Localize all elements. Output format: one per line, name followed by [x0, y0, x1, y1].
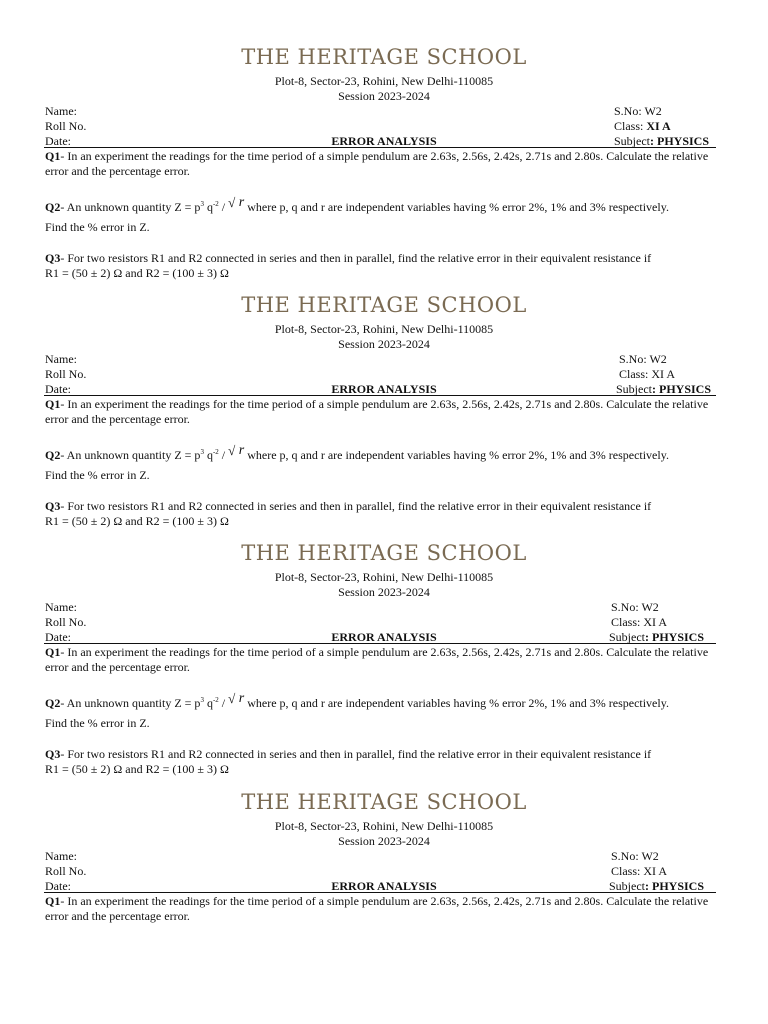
session-line: Session 2023-2024	[338, 89, 430, 103]
school-name: THE HERITAGE SCHOOL	[241, 790, 527, 814]
date-label: Date:	[45, 134, 71, 148]
school-name: THE HERITAGE SCHOOL	[241, 541, 527, 565]
date-label: Date:	[45, 630, 71, 644]
question-3: Q3- For two resistors R1 and R2 connected in series and then in parallel, find the relative error in their equivalent resistance if	[45, 251, 652, 265]
school-address: Plot-8, Sector-23, Rohini, New Delhi-110085	[274, 74, 494, 88]
sno-label: S.No: W2	[611, 849, 659, 863]
question-2-line-2: Find the % error in Z.	[45, 468, 150, 482]
class-label: Class: XI A	[614, 119, 671, 133]
school-address: Plot-8, Sector-23, Rohini, New Delhi-110085	[274, 819, 494, 833]
roll-label: Roll No.	[45, 615, 87, 629]
sheet-title: ERROR ANALYSIS	[331, 879, 437, 893]
school-name: THE HERITAGE SCHOOL	[241, 45, 527, 69]
class-label: Class: XI A	[611, 864, 668, 878]
question-1: Q1- In an experiment the readings for the time period of a simple pendulum are 2.63s, 2.56s, 2.42s, 2.71s and 2.80s. Calculate the relative error and the percentage error.	[45, 894, 709, 923]
header-rule	[44, 643, 716, 644]
question-3-line-2: R1 = (50 ± 2) Ω and R2 = (100 ± 3) Ω	[45, 266, 229, 280]
worksheet-block-4	[0, 790, 768, 930]
question-2: Q2- An unknown quantity $Z = p^3$ $q^{-2}$ / √ r where p, q and r are independent variables having % error 2%, 1% and 3% respectively.	[45, 195, 669, 214]
question-3-line-2: R1 = (50 ± 2) Ω and R2 = (100 ± 3) Ω	[45, 514, 229, 528]
name-label: Name:	[45, 352, 77, 366]
question-1: Q1- In an experiment the readings for the time period of a simple pendulum are 2.63s, 2.56s, 2.42s, 2.71s and 2.80s. Calculate the relative error and the percentage error.	[45, 645, 709, 674]
worksheet-block-2	[0, 293, 768, 541]
sno-label: S.No: W2	[619, 352, 667, 366]
class-label: Class: XI A	[619, 367, 676, 381]
question-2: Q2- An unknown quantity $Z = p^3$ $q^{-2}$ / √ r where p, q and r are independent variables having % error 2%, 1% and 3% respectively.	[45, 443, 669, 462]
question-2-line-2: Find the % error in Z.	[45, 716, 150, 730]
header-rule	[44, 892, 716, 893]
date-label: Date:	[45, 879, 71, 893]
school-name: THE HERITAGE SCHOOL	[241, 293, 527, 317]
sno-label: S.No: W2	[614, 104, 662, 118]
question-2-line-2: Find the % error in Z.	[45, 220, 150, 234]
subject-label: Subject: PHYSICS	[616, 382, 712, 396]
header-rule	[44, 395, 716, 396]
name-label: Name:	[45, 600, 77, 614]
question-2: Q2- An unknown quantity $Z = p^3$ $q^{-2}$ / √ r where p, q and r are independent variables having % error 2%, 1% and 3% respectively.	[45, 691, 669, 710]
class-label: Class: XI A	[611, 615, 668, 629]
subject-label: Subject: PHYSICS	[609, 879, 705, 893]
subject-label: Subject: PHYSICS	[614, 134, 710, 148]
worksheet-block-1	[0, 45, 768, 293]
question-3: Q3- For two resistors R1 and R2 connected in series and then in parallel, find the relative error in their equivalent resistance if	[45, 747, 652, 761]
session-line: Session 2023-2024	[338, 585, 430, 599]
sno-label: S.No: W2	[611, 600, 659, 614]
roll-label: Roll No.	[45, 864, 87, 878]
question-3-line-2: R1 = (50 ± 2) Ω and R2 = (100 ± 3) Ω	[45, 762, 229, 776]
roll-label: Roll No.	[45, 367, 87, 381]
question-3: Q3- For two resistors R1 and R2 connected in series and then in parallel, find the relative error in their equivalent resistance if	[45, 499, 652, 513]
subject-label: Subject: PHYSICS	[609, 630, 705, 644]
name-label: Name:	[45, 849, 77, 863]
session-line: Session 2023-2024	[338, 834, 430, 848]
sheet-title: ERROR ANALYSIS	[331, 382, 437, 396]
sheet-title: ERROR ANALYSIS	[331, 134, 437, 148]
date-label: Date:	[45, 382, 71, 396]
sheet-title: ERROR ANALYSIS	[331, 630, 437, 644]
school-address: Plot-8, Sector-23, Rohini, New Delhi-110085	[274, 570, 494, 584]
school-address: Plot-8, Sector-23, Rohini, New Delhi-110085	[274, 322, 494, 336]
session-line: Session 2023-2024	[338, 337, 430, 351]
worksheet-block-3	[0, 541, 768, 789]
header-rule	[44, 147, 716, 148]
name-label: Name:	[45, 104, 77, 118]
roll-label: Roll No.	[45, 119, 87, 133]
question-1: Q1- In an experiment the readings for the time period of a simple pendulum are 2.63s, 2.56s, 2.42s, 2.71s and 2.80s. Calculate the relative error and the percentage error.	[45, 397, 709, 426]
question-1: Q1- In an experiment the readings for the time period of a simple pendulum are 2.63s, 2.56s, 2.42s, 2.71s and 2.80s. Calculate the relative error and the percentage error.	[45, 149, 709, 178]
